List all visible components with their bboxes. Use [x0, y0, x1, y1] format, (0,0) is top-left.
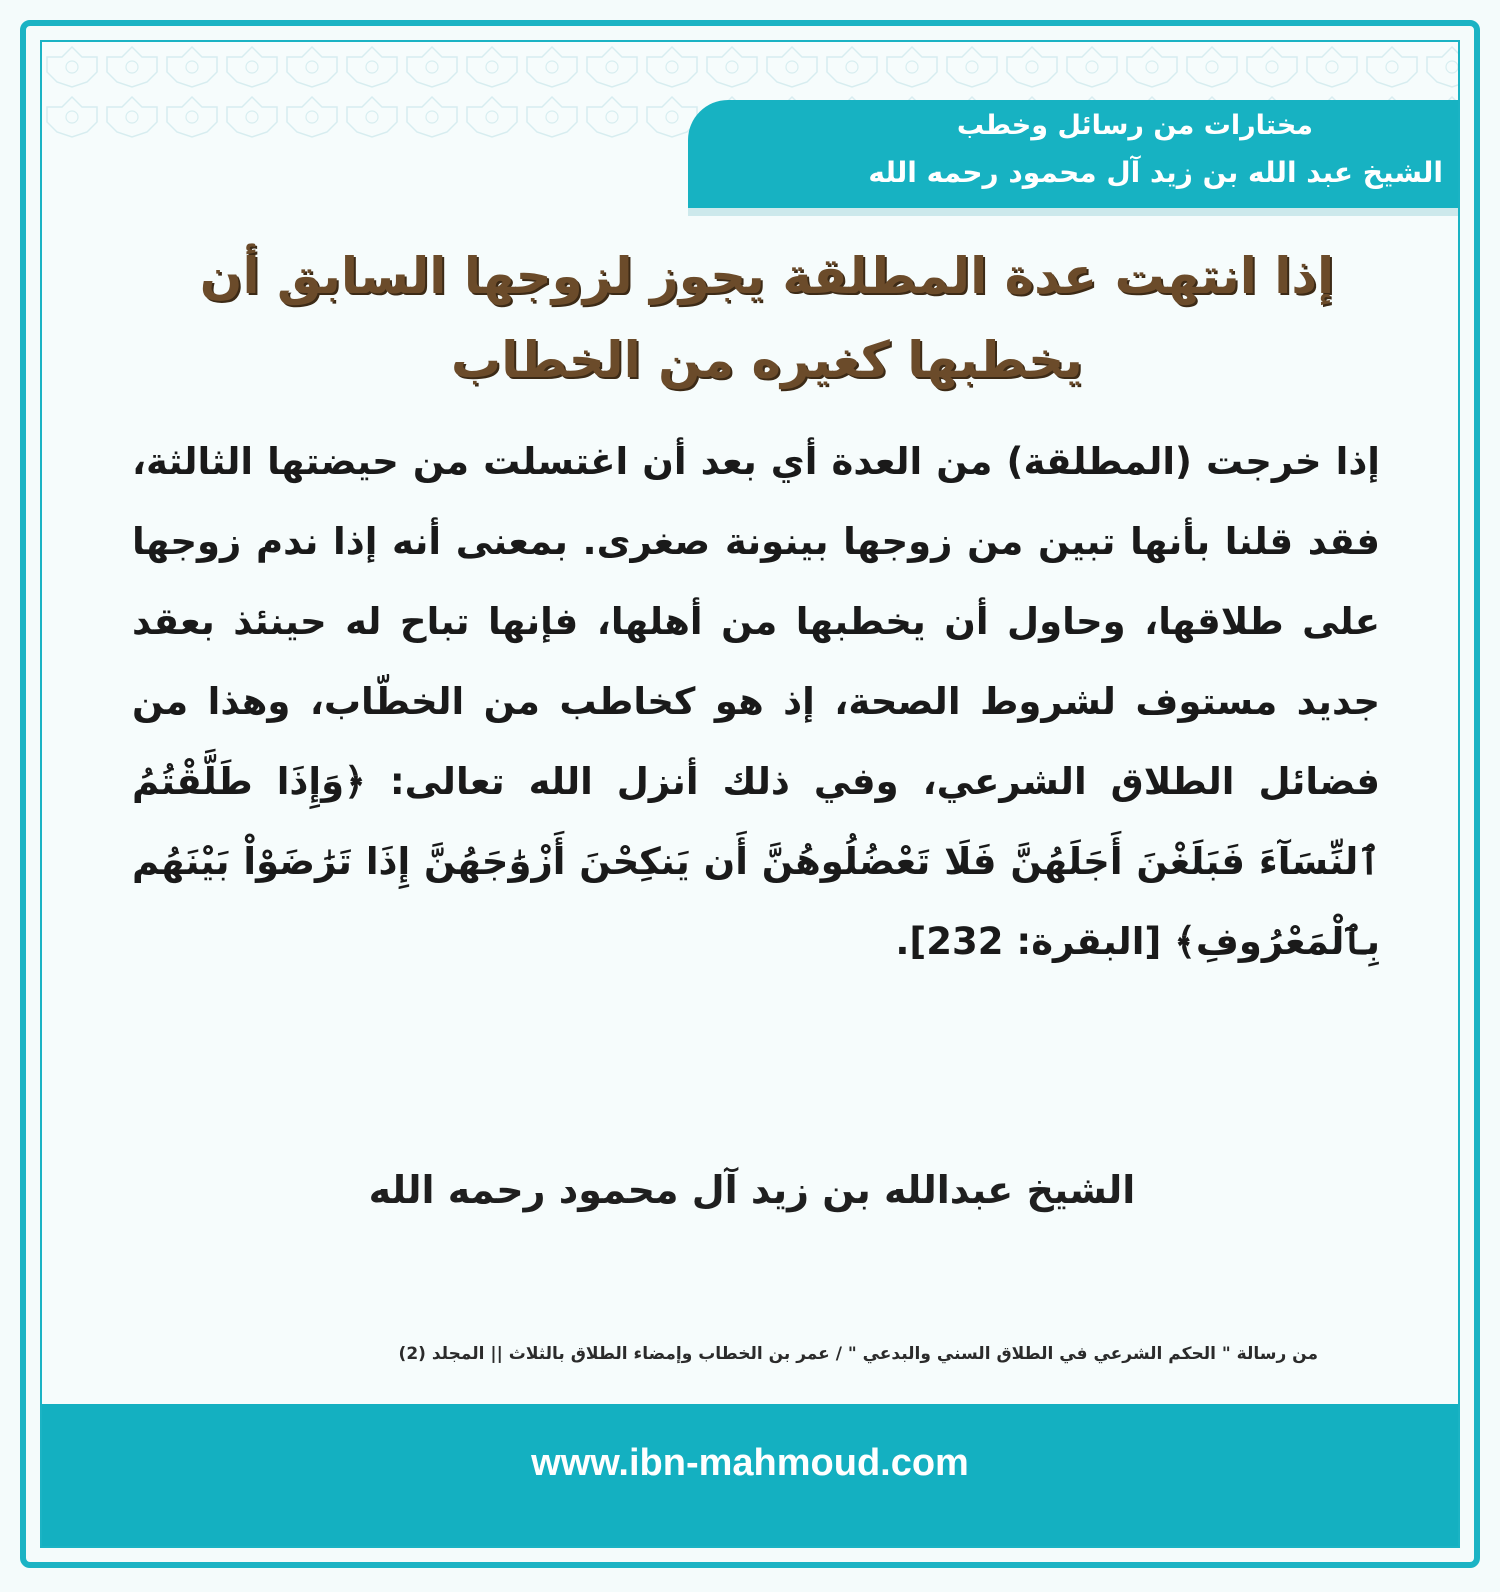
article-body: إذا خرجت (المطلقة) من العدة أي بعد أن اغتسلت من حيضتها الثالثة، فقد قلنا بأنها تبين من زوجها بينونة صغرى. بمعنى أنه إذا ندم زوجها على طلاقها، وحاول أن يخطبها من أهلها، فإنها تباح له حينئذ بعقد جديد مستوف لشروط الصحة، إذ هو كخاطب من الخطّاب، وهذا من فضائل الطلاق الشرعي، وفي ذلك أنزل الله تعالى: ﴿وَإِذَا طَلَّقْتُمُ ٱلنِّسَآءَ فَبَلَغْنَ أَجَلَهُنَّ فَلَا تَعْضُلُوهُنَّ أَن يَنكِحْنَ أَزْوَٰجَهُنَّ إِذَا تَرَٰضَوْاْ بَيْنَهُم بِٱلْمَعْرُوفِ﴾ [البقرة: 232].: [132, 440, 1380, 963]
header-banner: [688, 100, 1458, 208]
signature: الشيخ عبدالله بن زيد آل محمود رحمه الله: [368, 1168, 1136, 1212]
article-title: إذا انتهت عدة المطلقة يجوز لزوجها السابق أن يخطبها كغيره من الخطاب: [199, 247, 1335, 389]
source-citation: من رسالة " الحكم الشرعي في الطلاق السني والبدعي " / عمر بن الخطاب وإمضاء الطلاق بالثلاث || المجلد (2): [398, 1344, 1318, 1364]
card: [40, 40, 1460, 1548]
header-subtitle: مختارات من رسائل وخطب: [956, 110, 1313, 141]
website-link[interactable]: www.ibn-mahmoud.com: [531, 1442, 969, 1484]
footer-bar: [42, 1404, 1458, 1546]
header-author: الشيخ عبد الله بن زيد آل محمود رحمه الله: [868, 156, 1443, 189]
